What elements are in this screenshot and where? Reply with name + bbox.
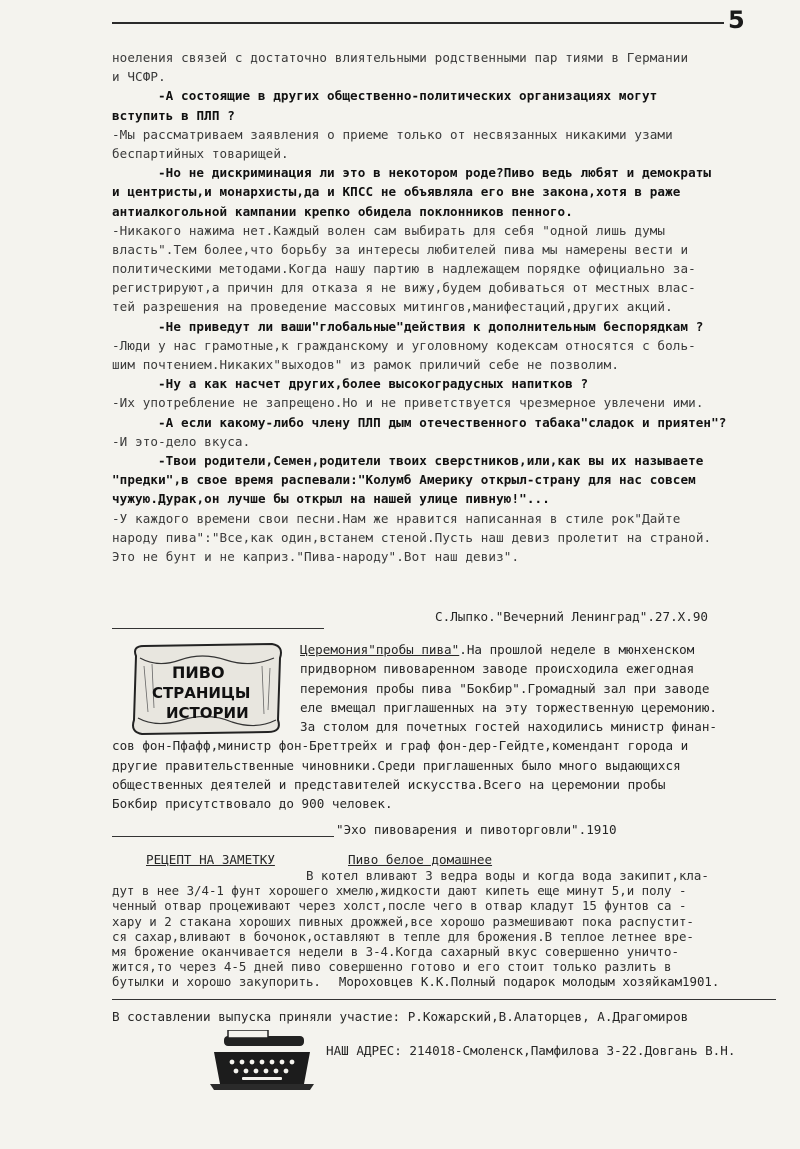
- interview-line: власть".Тем более,что борьбу за интересы любителей пива мы намерены вести и: [112, 241, 689, 257]
- logo-line2: СТРАНИЦЫ: [152, 684, 251, 702]
- recipe-line: жится,то через 4-5 дней пиво совершенно готово и его стоит только разлить в: [112, 959, 672, 975]
- recipe-line: хару и 2 стакана хороших пивных дрожжей,все хорошо размешивают пока распустит-: [112, 913, 694, 929]
- typewriter-icon: [208, 1030, 316, 1092]
- interview-line: "предки",в свое время распевали:"Колумб Америку открыл-страну для нас совсем: [112, 472, 696, 488]
- interview-text: [112, 48, 776, 566]
- interview-line: и ЧСФР.: [112, 69, 166, 85]
- history-line: еле вмещал приглашенных на эту торжественную церемонию.: [300, 699, 718, 715]
- history-line: общественных деятелей и представителей искусства.Всего на церемонии пробы: [112, 777, 666, 793]
- interview-line: -Ну а как насчет других,более высокоградусных напитков ?: [158, 376, 589, 392]
- credits-line: В составлении выпуска приняли участие: Р.Кожарский,В.Алаторцев, А.Драгомиров: [112, 1009, 689, 1024]
- interview-line: -И это-дело вкуса.: [112, 433, 251, 449]
- history-line: другие правительственные чиновники.Среди приглашенных было много выдающихся: [112, 757, 681, 773]
- recipe-line: дут в нее 3/4-1 фунт хорошего хмелю,жидкости дают кипеть еще минут 5,и полу -: [112, 883, 687, 899]
- recipe-signature: Мороховцев К.К.Полный подарок молодым хозяйкам1901.: [338, 974, 720, 990]
- recipe-line: ся сахар,вливают в бочонок,оставляют в тепле для брожения.В теплое летнее вре-: [112, 928, 694, 944]
- interview-line: беспартийных товарищей.: [112, 145, 289, 161]
- recipe-text: [112, 868, 782, 990]
- history-title: Церемония"пробы пива": [300, 642, 460, 657]
- history-separator: [112, 836, 334, 837]
- history-text: [112, 640, 776, 814]
- interview-line: тей разрешения на проведение массовых митингов,манифестаций,других акций.: [112, 299, 673, 315]
- interview-signature: С.Лыпко."Вечерний Ленинград".27.Х.90: [435, 609, 708, 624]
- interview-line: чужую.Дурак,он лучше бы открыл на нашей улице пивную!"...: [112, 491, 550, 507]
- logo-line3: ИСТОРИИ: [166, 704, 249, 722]
- recipe-section-label: РЕЦЕПТ НА ЗАМЕТКУ: [146, 852, 275, 867]
- interview-line: -А если какому-либо члену ПЛП дым отечественного табака"сладок и приятен"?: [158, 414, 727, 430]
- history-line: [112, 640, 776, 659]
- interview-line: -Но не дискриминация ли это в некотором роде?Пиво ведь любят и демократы: [158, 165, 712, 181]
- recipe-line: ченный отвар процеживают через холст,после чего в отвар кладут 15 фунтов са -: [112, 898, 687, 914]
- page-number: 5: [728, 6, 745, 34]
- interview-line: ноеления связей с достаточно влиятельными родственными пар тиями в Германии: [112, 50, 689, 65]
- recipe-separator: [112, 999, 776, 1000]
- recipe-line: мя брожение оканчивается недели в 3-4.Когда сахарный вкус совершенно уничто-: [112, 943, 679, 959]
- history-line: сов фон-Пфафф,министр фон-Бреттрейх и граф фон-дер-Гейдте,комендант города и: [112, 738, 689, 754]
- recipe-line: [112, 974, 782, 989]
- interview-line: шим почтением.Никаких"выходов" из рамок приличий себе не позволим.: [112, 357, 620, 372]
- interview-line: -У каждого времени свои песни.Нам же нравится написанная в стиле рок"Дайте: [112, 510, 681, 526]
- recipe-title: Пиво белое домашнее: [348, 852, 493, 867]
- interview-separator: [112, 628, 324, 629]
- address-line: НАШ АДРЕС: 214018-Смоленск,Памфилова 3-22.Довгань В.Н.: [326, 1043, 736, 1058]
- interview-line: антиалкогольной кампании крепко обидела поклонников пенного.: [112, 203, 573, 219]
- header-rule: [112, 22, 724, 24]
- interview-line: -Твои родители,Семен,родители твоих сверстников,или,как вы их называете: [158, 452, 704, 468]
- interview-line: -Их употребление не запрещено.Но и не приветствуется чрезмерное увлечени ими.: [112, 395, 704, 411]
- history-line: перемония пробы пива "Бокбир".Громадный зал при заводе: [300, 680, 710, 696]
- interview-line: -А состоящие в других общественно-политических организациях могут: [158, 88, 658, 104]
- logo-line1: ПИВО: [172, 663, 225, 682]
- interview-line: регистрируют,а причин для отказа я не вижу,будем добиваться от местных влас-: [112, 280, 696, 296]
- history-signature: "Эхо пивоварения и пивоторговли".1910: [336, 822, 617, 837]
- history-line: придворном пивоваренном заводе происходила ежегодная: [300, 661, 695, 677]
- interview-line: вступить в ПЛП ?: [112, 107, 235, 123]
- recipe-line-text: бутылки и хорошо закупорить.: [112, 974, 321, 990]
- recipe-line: В котел вливают 3 ведра воды и когда вода закипит,кла-: [112, 868, 709, 883]
- interview-line: политическими методами.Когда нашу партию в надлежащем порядке официально за-: [112, 261, 696, 277]
- interview-line: -Не приведут ли ваши"глобальные"действия к дополнительным беспорядкам ?: [158, 318, 704, 334]
- interview-line: и центристы,и монархисты,да и КПСС не объявляла его вне закона,хотя в раже: [112, 184, 681, 200]
- interview-line: -Мы рассматриваем заявления о приеме только от несвязанных никакими узами: [112, 126, 673, 142]
- interview-line: -Никакого нажима нет.Каждый волен сам выбирать для себя "одной лишь думы: [112, 222, 666, 238]
- interview-line: Это не бунт и не каприз."Пива-народу".Вот наш девиз".: [112, 548, 520, 564]
- interview-line: -Люди у нас грамотные,к гражданскому и уголовному кодексам относятся с боль-: [112, 337, 696, 353]
- history-line: Бокбир присутствовало до 900 человек.: [112, 796, 393, 812]
- history-line-rest: .На прошлой неделе в мюнхенском: [459, 642, 695, 657]
- interview-line: народу пива":"Все,как один,встанем стеной.Пусть наш девиз пролетит на страной.: [112, 529, 712, 545]
- history-line: За столом для почетных гостей находились министр финан-: [300, 719, 718, 735]
